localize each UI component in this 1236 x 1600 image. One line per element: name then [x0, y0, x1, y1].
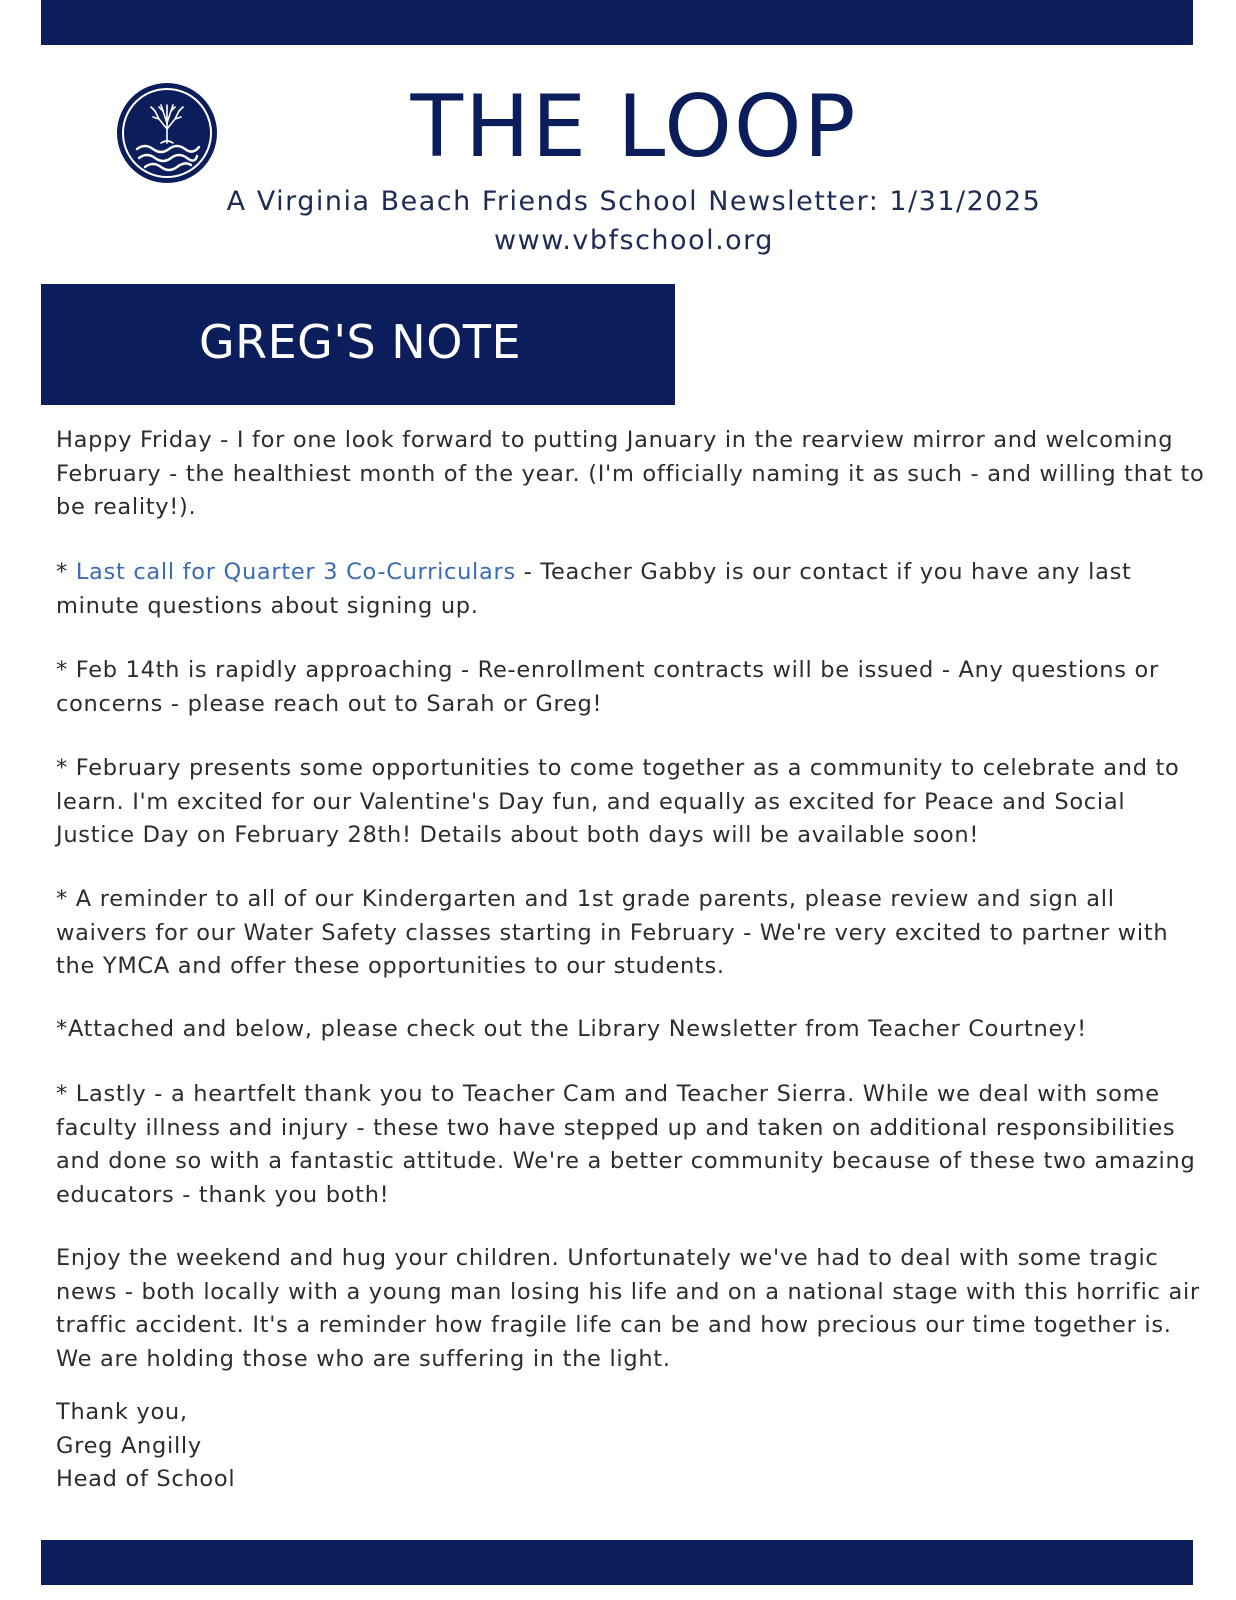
newsletter-subtitle: A Virginia Beach Friends School Newsletter: 1/31/2025	[226, 186, 1042, 217]
section-heading: GREG'S NOTE	[199, 315, 522, 369]
signature-name: Greg Angilly	[56, 1432, 202, 1459]
school-logo	[115, 81, 219, 185]
item-thank-you: * Lastly - a heartfelt thank you to Teacher Cam and Teacher Sierra. While we deal with some faculty illness and injury - these two have stepped up and taken on additional responsibilities and done so with a fantastic attitude. We're a better community because of these two amazing educators - thank you both!	[56, 1081, 1196, 1208]
item-reenrollment: * Feb 14th is rapidly approaching - Re-enrollment contracts will be issued - Any questions or concerns - please reach out to Sarah or Greg!	[56, 657, 1159, 717]
bottom-banner-bar	[41, 1540, 1193, 1585]
intro-paragraph: Happy Friday - I for one look forward to putting January in the rearview mirror and welcoming February - the healthiest month of the year. (I'm officially naming it as such - and willing that to be reality!).	[56, 427, 1205, 520]
signature-block	[56, 1396, 1206, 1497]
signature-title: Head of School	[56, 1466, 236, 1492]
item-water-safety: * A reminder to all of our Kindergarten and 1st grade parents, please review and sign all waivers for our Water Safety classes starting in February - We're very excited to partner with the YMCA and offer these opportunities to our students.	[56, 886, 1169, 979]
newsletter-title: THE LOOP	[410, 77, 858, 177]
section-header-banner	[41, 284, 675, 405]
item-bullet: *	[56, 559, 76, 585]
item-february-events: * February presents some opportunities to come together as a community to celebrate and to learn. I'm excited for our Valentine's Day fun, and equally as excited for Peace and Social Justice Day on February 28th! Details about both days will be available soon!	[56, 755, 1180, 848]
item-library-newsletter: *Attached and below, please check out the Library Newsletter from Teacher Courtney!	[56, 1016, 1087, 1042]
item-co-curriculars	[56, 556, 1206, 623]
signature-closing: Thank you,	[56, 1399, 188, 1425]
co-curriculars-link[interactable]: Last call for Quarter 3 Co-Curriculars	[75, 559, 516, 585]
tree-over-waves-icon	[115, 81, 219, 185]
item-text: - Teacher Gabby is our contact if you have any last minute questions about signing up.	[56, 559, 1132, 619]
top-banner-bar	[41, 0, 1193, 45]
website-link[interactable]: www.vbfschool.org	[494, 225, 774, 256]
closing-paragraph: Enjoy the weekend and hug your children. Unfortunately we've had to deal with some tragic news - both locally with a young man losing his life and on a national stage with this horrific air traffic accident. It's a reminder how fragile life can be and how precious our time together is. We are holding those who are suffering in the light.	[56, 1245, 1200, 1372]
